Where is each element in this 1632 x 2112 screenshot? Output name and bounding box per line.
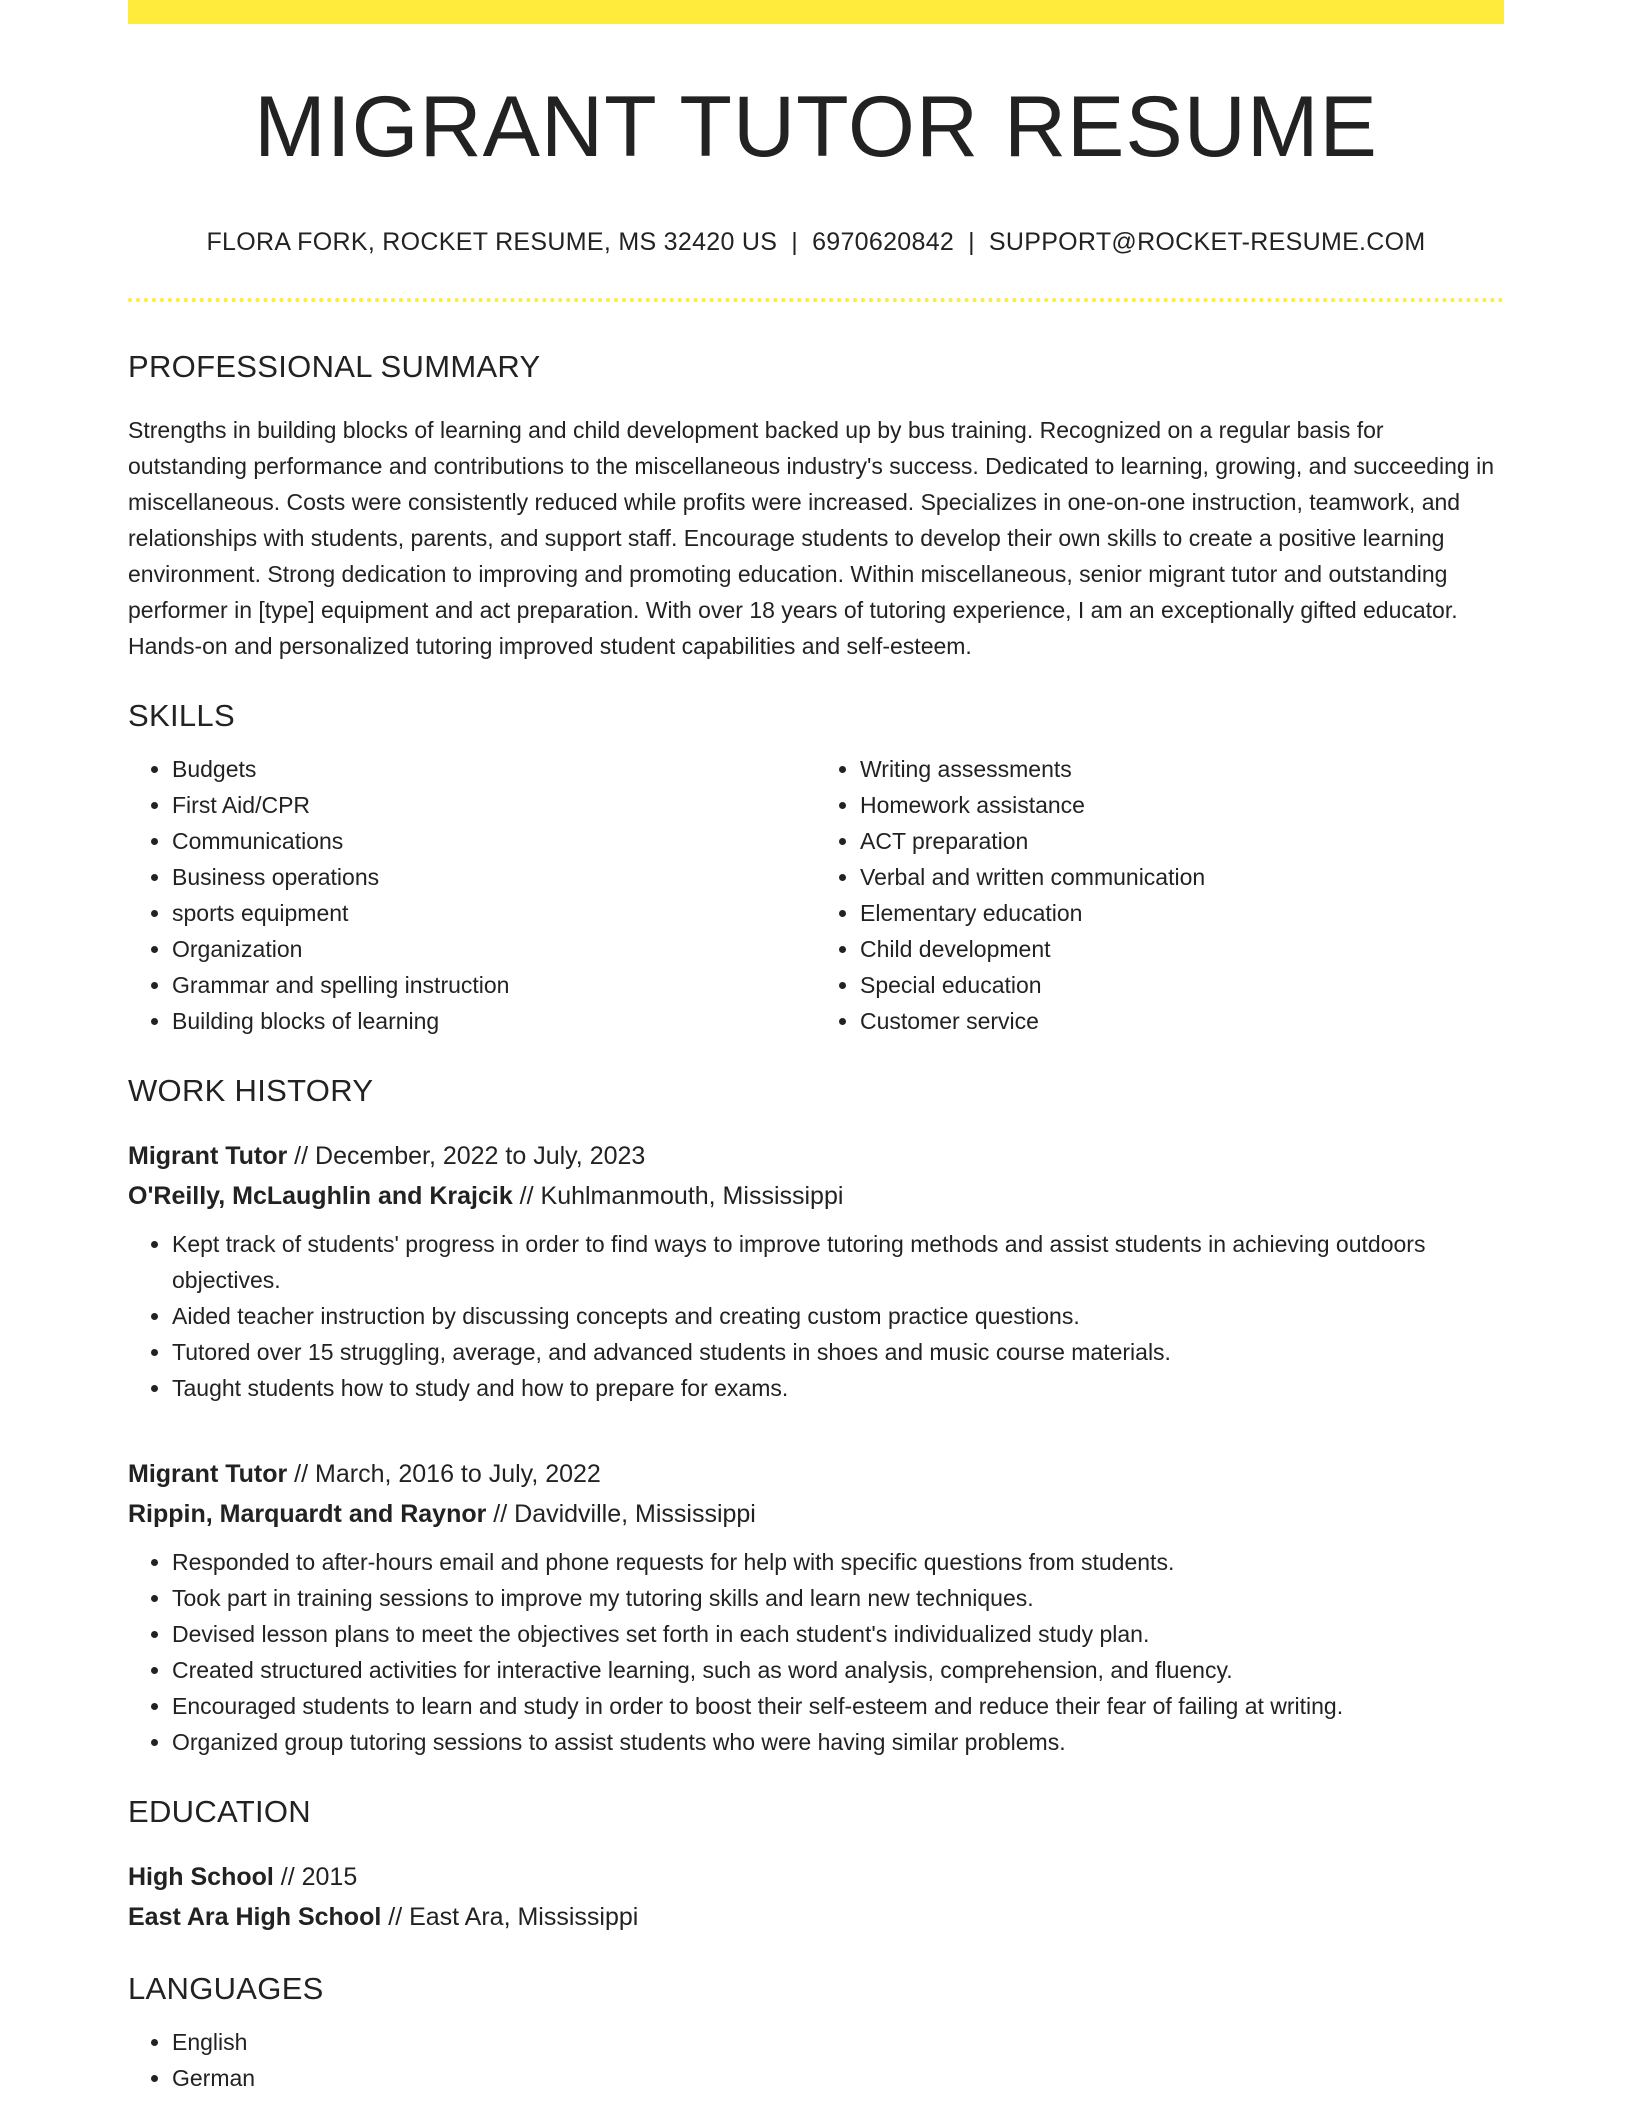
job-company-line [128, 1494, 1504, 1534]
summary-heading: PROFESSIONAL SUMMARY [128, 349, 541, 384]
job-entry [128, 1136, 1504, 1406]
dotted-divider [128, 298, 1504, 302]
languages-list [128, 2024, 1504, 2096]
skill-item: • Grammar and spelling instruction [172, 967, 816, 1003]
job-title: Migrant Tutor [128, 1460, 288, 1488]
job-title-line [128, 1136, 1504, 1176]
education-school: East Ara High School [128, 1903, 382, 1931]
contact-address: FLORA FORK, ROCKET RESUME, MS 32420 US [206, 228, 778, 256]
job-location: // Davidville, Mississippi [486, 1500, 756, 1528]
education-degree-line [128, 1857, 1504, 1897]
language-item: • German [172, 2060, 1504, 2096]
skills-right-list [816, 751, 1504, 1039]
skill-item: • sports equipment [172, 895, 816, 931]
resume-page [128, 0, 1504, 2096]
contact-phone: 6970620842 [812, 228, 955, 256]
job-bullet: • Responded to after-hours email and phone requests for help with specific questions from students. [172, 1544, 1504, 1580]
contact-separator: | [791, 228, 799, 256]
language-item: • English [172, 2024, 1504, 2060]
job-company-line [128, 1176, 1504, 1216]
education-entry [128, 1857, 1504, 1937]
job-bullet: • Took part in training sessions to improve my tutoring skills and learn new techniques. [172, 1580, 1504, 1616]
job-bullet: • Aided teacher instruction by discussing concepts and creating custom practice questions. [172, 1298, 1504, 1334]
skill-item: • Customer service [860, 1003, 1504, 1039]
resume-title: MIGRANT TUTOR RESUME [254, 79, 1378, 175]
skill-item: • Elementary education [860, 895, 1504, 931]
job-bullet: • Taught students how to study and how to prepare for exams. [172, 1370, 1504, 1406]
skill-item: • Business operations [172, 859, 816, 895]
job-company: Rippin, Marquardt and Raynor [128, 1500, 487, 1528]
skills-columns [128, 751, 1504, 1039]
job-bullet: • Tutored over 15 struggling, average, and advanced students in shoes and music course materials. [172, 1334, 1504, 1370]
skill-item: • Special education [860, 967, 1504, 1003]
contact-line [128, 228, 1504, 257]
contact-email: SUPPORT@ROCKET-RESUME.COM [988, 228, 1426, 256]
job-bullets [128, 1226, 1504, 1406]
job-bullet: • Created structured activities for interactive learning, such as word analysis, comprehension, and fluency. [172, 1652, 1504, 1688]
job-bullets [128, 1544, 1504, 1760]
job-bullet: • Organized group tutoring sessions to assist students who were having similar problems. [172, 1724, 1504, 1760]
job-title-line [128, 1454, 1504, 1494]
work-history-heading: WORK HISTORY [128, 1073, 374, 1108]
education-heading: EDUCATION [128, 1794, 311, 1829]
job-title: Migrant Tutor [128, 1142, 288, 1170]
job-dates: // December, 2022 to July, 2023 [287, 1142, 646, 1170]
job-company: O'Reilly, McLaughlin and Krajcik [128, 1182, 513, 1210]
skill-item: • Building blocks of learning [172, 1003, 816, 1039]
job-bullet: • Kept track of students' progress in order to find ways to improve tutoring methods and assist students in achieving outdoors objectives. [172, 1226, 1504, 1298]
skills-heading: SKILLS [128, 698, 235, 733]
top-accent-bar [128, 0, 1504, 24]
education-degree: High School [128, 1863, 274, 1891]
skill-item: • Homework assistance [860, 787, 1504, 823]
education-location: // East Ara, Mississippi [381, 1903, 639, 1931]
education-school-line [128, 1897, 1504, 1937]
skill-item: • Communications [172, 823, 816, 859]
languages-heading: LANGUAGES [128, 1971, 324, 2006]
skills-left-list [128, 751, 816, 1039]
skill-item: • Verbal and written communication [860, 859, 1504, 895]
skill-item: • Writing assessments [860, 751, 1504, 787]
job-location: // Kuhlmanmouth, Mississippi [512, 1182, 844, 1210]
job-bullet: • Devised lesson plans to meet the objectives set forth in each student's individualized study plan. [172, 1616, 1504, 1652]
skill-item: • Budgets [172, 751, 816, 787]
contact-separator: | [968, 228, 975, 256]
job-entry [128, 1454, 1504, 1760]
skill-item: • First Aid/CPR [172, 787, 816, 823]
skill-item: • ACT preparation [860, 823, 1504, 859]
education-year: // 2015 [273, 1863, 358, 1891]
skill-item: • Organization [172, 931, 816, 967]
job-dates: // March, 2016 to July, 2022 [287, 1460, 601, 1488]
job-bullet: • Encouraged students to learn and study in order to boost their self-esteem and reduce their fear of failing at writing. [172, 1688, 1504, 1724]
skill-item: • Child development [860, 931, 1504, 967]
summary-text: Strengths in building blocks of learning and child development backed up by bus training. Recognized on a regular basis for outstanding performance and contributions to the miscellaneous industry's success. Dedicated to learning, growing, and succeeding in miscellaneous. Costs were consistently reduced while profits were increased. Specializes in one-on-one instruction, teamwork, and relationships with students, parents, and support staff. Encourage students to develop their own skills to create a positive learning environment. Strong dedication to improving and promoting education. Within miscellaneous, senior migrant tutor and outstanding performer in [type] equipment and act preparation. With over 18 years of tutoring experience, I am an exceptionally gifted educator. Hands-on and personalized tutoring improved student capabilities and self-esteem. [128, 417, 1495, 659]
